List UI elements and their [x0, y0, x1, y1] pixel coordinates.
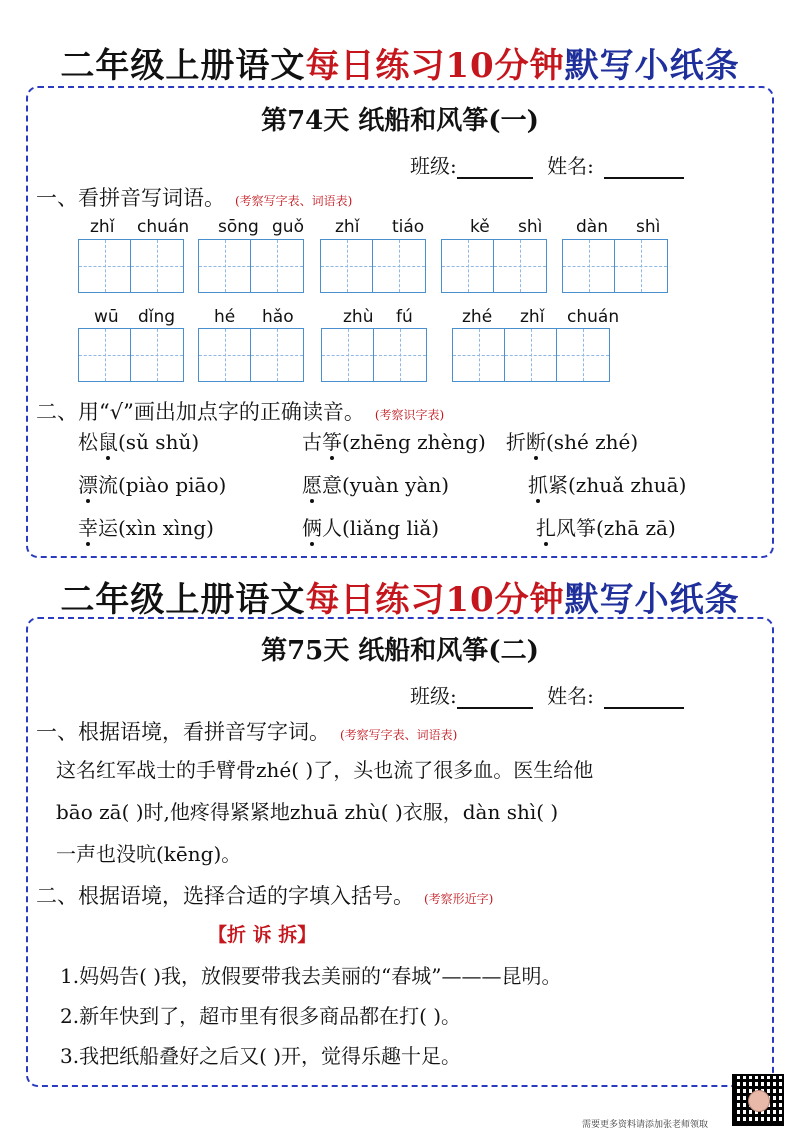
- dotted-char: 幸: [78, 516, 98, 540]
- name-label: 姓名:: [547, 684, 594, 708]
- class-blank[interactable]: [457, 689, 533, 709]
- day75-section1-heading: [36, 716, 457, 746]
- pinyin: chuán: [137, 217, 190, 237]
- pinyin: hǎo: [262, 307, 294, 327]
- pinyin: shì: [636, 217, 661, 237]
- options: (sǔ shǔ): [118, 430, 200, 454]
- pinyin: sōng: [218, 217, 259, 237]
- pinyin: zhǐ: [90, 217, 115, 237]
- class-blank[interactable]: [457, 159, 533, 179]
- options: 人(liǎng liǎ): [322, 516, 440, 540]
- banner-part-daily: 每日练习10分钟: [305, 46, 565, 86]
- writing-grid[interactable]: [321, 328, 427, 382]
- writing-grid[interactable]: [78, 328, 184, 382]
- day74-title: 第74天 纸船和风筝(一): [261, 106, 539, 136]
- pinyin: chuán: [567, 307, 620, 327]
- pronunciation-item[interactable]: [78, 469, 226, 498]
- pinyin: dǐng: [138, 307, 176, 327]
- dotted-char: 鼠: [98, 430, 118, 454]
- pronunciation-item[interactable]: [528, 469, 686, 498]
- passage-line[interactable]: 一声也没吭(kēng)。: [56, 842, 242, 866]
- writing-grid[interactable]: [198, 239, 304, 293]
- pinyin: dàn: [576, 217, 608, 237]
- dotted-char: 漂: [78, 473, 98, 497]
- pronunciation-item[interactable]: [78, 426, 199, 455]
- pronunciation-item[interactable]: [302, 426, 486, 455]
- day74-class-name-line: [410, 150, 684, 179]
- options: (shé zhé): [546, 430, 639, 454]
- pinyin: tiáo: [392, 217, 425, 237]
- pinyin: kě: [470, 217, 490, 237]
- pinyin: fú: [396, 307, 413, 327]
- section-heading-text: 二、根据语境，选择合适的字填入括号。: [36, 884, 414, 908]
- section-heading-text: 二、用“√”画出加点字的正确读音。: [36, 400, 365, 424]
- dotted-char: 抓: [528, 473, 548, 497]
- section-note: (考察写字表、词语表): [340, 728, 458, 742]
- dotted-char: 断: [526, 430, 546, 454]
- passage-line[interactable]: bāo zā( )时,他疼得紧紧地zhuā zhù( )衣服，dàn shì( ): [56, 800, 559, 824]
- pinyin: wū: [94, 307, 119, 327]
- options: 意(yuàn yàn): [322, 473, 450, 497]
- section-note: (考察形近字): [424, 892, 494, 906]
- banner-part-grade: 二年级上册语文: [60, 46, 306, 86]
- fill-in-line[interactable]: 2.新年快到了，超市里有很多商品都在打( )。: [60, 1004, 462, 1028]
- dotted-char: 俩: [302, 516, 322, 540]
- dotted-char: 筝: [322, 430, 342, 454]
- pinyin: zhù: [343, 307, 374, 327]
- char: 折: [506, 430, 526, 454]
- pinyin: shì: [518, 217, 543, 237]
- day74-section2-heading: [36, 396, 444, 426]
- pronunciation-item[interactable]: [536, 512, 676, 541]
- options: 运(xìn xìng): [98, 516, 214, 540]
- pronunciation-item[interactable]: [506, 426, 638, 455]
- writing-grid[interactable]: [452, 328, 610, 382]
- day74-section1-heading: [36, 182, 352, 212]
- options: (zhēng zhèng): [342, 430, 486, 454]
- writing-grid[interactable]: [78, 239, 184, 293]
- dotted-char: 扎: [536, 516, 556, 540]
- name-blank[interactable]: [604, 689, 684, 709]
- options: 流(piào piāo): [98, 473, 227, 497]
- day75-section2-heading: [36, 880, 493, 910]
- teacher-photo: [748, 1090, 770, 1112]
- fill-in-line[interactable]: 3.我把纸船叠好之后又( )开，觉得乐趣十足。: [60, 1044, 462, 1068]
- char: 古: [302, 430, 322, 454]
- passage-line[interactable]: 这名红军战士的手臂骨zhé( )了，头也流了很多血。医生给他: [56, 758, 594, 782]
- day75-title: 第75天 纸船和风筝(二): [261, 636, 539, 666]
- banner-part-grade: 二年级上册语文: [60, 580, 306, 620]
- banner-title: [0, 38, 800, 87]
- dotted-char: 愿: [302, 473, 322, 497]
- name-label: 姓名:: [547, 154, 594, 178]
- class-label: 班级:: [410, 154, 457, 178]
- section-heading-text: 一、看拼音写词语。: [36, 186, 225, 210]
- pinyin: hé: [214, 307, 236, 327]
- writing-grid[interactable]: [441, 239, 547, 293]
- pinyin: guǒ: [272, 217, 304, 237]
- banner-part-dictation: 默写小纸条: [564, 580, 740, 620]
- section-heading-text: 一、根据语境，看拼音写字词。: [36, 720, 330, 744]
- pronunciation-item[interactable]: [302, 469, 449, 498]
- pinyin: zhé: [462, 307, 493, 327]
- options: 紧(zhuǎ zhuā): [548, 473, 687, 497]
- writing-grid[interactable]: [198, 328, 304, 382]
- day75-class-name-line: [410, 680, 684, 709]
- writing-grid[interactable]: [320, 239, 426, 293]
- name-blank[interactable]: [604, 159, 684, 179]
- banner-part-daily: 每日练习10分钟: [305, 580, 565, 620]
- banner-part-dictation: 默写小纸条: [564, 46, 740, 86]
- character-options: 【折 诉 拆】: [208, 924, 317, 946]
- section-note: (考察识字表): [374, 408, 445, 422]
- pronunciation-item[interactable]: [302, 512, 439, 541]
- options: 风筝(zhā zā): [556, 516, 676, 540]
- pinyin: zhǐ: [520, 307, 545, 327]
- section-note: (考察写字表、词语表): [235, 194, 353, 208]
- pinyin: zhǐ: [335, 217, 360, 237]
- banner-title: [0, 572, 800, 621]
- class-label: 班级:: [410, 684, 457, 708]
- char: 松: [78, 430, 98, 454]
- fill-in-line[interactable]: 1.妈妈告( )我，放假要带我去美丽的“春城”———昆明。: [60, 964, 562, 988]
- pronunciation-item[interactable]: [78, 512, 214, 541]
- writing-grid[interactable]: [562, 239, 668, 293]
- footer-note: 需要更多资料请添加张老师领取: [582, 1120, 709, 1130]
